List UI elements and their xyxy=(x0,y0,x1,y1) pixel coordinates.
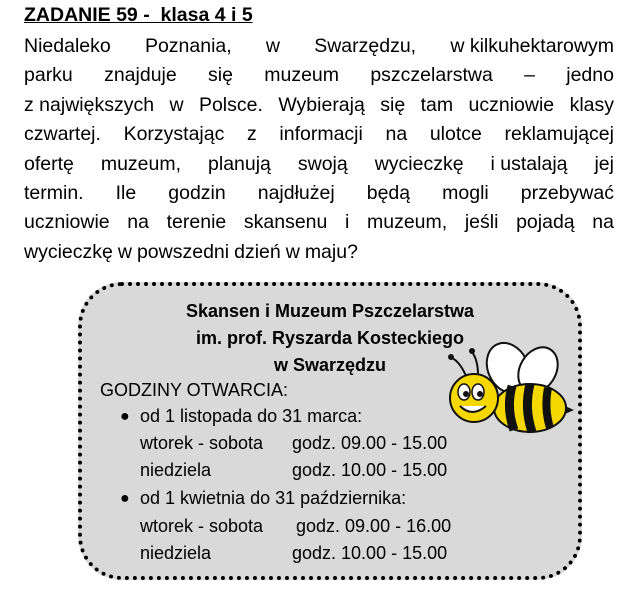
paragraph-word: w xyxy=(117,240,132,263)
paragraph-word: czwartej. xyxy=(24,123,101,146)
paragraph-word: godzin xyxy=(168,181,226,204)
bee-stripe xyxy=(527,384,532,432)
paragraph-word: na xyxy=(127,211,149,234)
paragraph-word: w xyxy=(285,240,300,263)
paragraph-word: jeśli xyxy=(464,211,499,234)
bee-pupil xyxy=(463,391,469,397)
paragraph-word: skansenu xyxy=(243,211,328,234)
paragraph-word: Poznania, xyxy=(144,35,232,57)
paragraph-word: Ile xyxy=(115,181,137,204)
paragraph-line xyxy=(24,91,614,120)
paragraph-word: i xyxy=(345,211,350,234)
paragraph-word: Swarzędzu, xyxy=(314,35,417,57)
paragraph-word: będą xyxy=(366,181,411,204)
opening-hours-heading: GODZINY OTWARCIA: xyxy=(100,380,289,400)
paragraph-word: z xyxy=(247,123,257,146)
paragraph-word: wycieczkę xyxy=(374,152,464,175)
flyer-title-line: im. prof. Ryszarda Kosteckiego xyxy=(195,328,465,348)
paragraph-word: uczniowie xyxy=(24,211,110,234)
paragraph-word: Korzystając xyxy=(123,123,225,146)
paragraph-word: muzeum xyxy=(264,64,340,87)
days-label: niedziela xyxy=(140,460,212,480)
paragraph-line xyxy=(24,238,614,267)
paragraph-word: – xyxy=(524,64,535,87)
paragraph-line xyxy=(24,208,614,237)
bullet-icon: ● xyxy=(120,490,130,507)
paragraph-word: Polsce. xyxy=(198,93,263,116)
hours-value: godz. 10.00 - 15.00 xyxy=(292,460,448,480)
flyer-title-line: Skansen i Muzeum Pszczelarstwa xyxy=(185,301,475,321)
bee-antenna-tip xyxy=(469,348,475,354)
paragraph-word: przebywać xyxy=(520,181,614,204)
paragraph-word: planują xyxy=(208,152,271,175)
paragraph-line xyxy=(24,179,614,208)
days-label: wtorek - sobota xyxy=(140,433,264,453)
paragraph-word: się xyxy=(208,64,233,87)
days-label: niedziela xyxy=(140,543,212,563)
paragraph-word: reklamującej xyxy=(504,123,614,146)
paragraph-word: ulotce xyxy=(429,123,482,146)
paragraph-word: jedno xyxy=(566,64,614,87)
paragraph-word: maju? xyxy=(304,240,358,263)
period-label: od 1 listopada do 31 marca: xyxy=(140,406,363,426)
paragraph-word: ofertę xyxy=(24,152,74,175)
paragraph-word: wycieczkę xyxy=(24,240,113,263)
paragraph-word: z największych xyxy=(24,93,155,116)
paragraph-word: w xyxy=(169,93,184,116)
paragraph-word: na xyxy=(385,123,408,146)
paragraph-line xyxy=(24,120,614,149)
paragraph-word: mogli xyxy=(442,181,489,204)
paragraph-word: tam xyxy=(420,93,454,116)
bee-pupil xyxy=(477,391,483,397)
paragraph-word: na xyxy=(592,211,614,234)
bee-antenna xyxy=(472,352,478,375)
paragraph-word: Wybierają xyxy=(278,93,365,116)
days-label: wtorek - sobota xyxy=(140,516,264,536)
paragraph-word: informacji xyxy=(279,123,363,146)
task-title: ZADANIE 59 - klasa 4 i 5 xyxy=(24,4,253,26)
paragraph-word: znajduje xyxy=(104,64,177,87)
paragraph-line xyxy=(24,32,614,61)
period-label: od 1 kwietnia do 31 października: xyxy=(140,488,407,508)
paragraph-word: w kilkuhektarowym xyxy=(450,35,614,57)
paragraph-line xyxy=(24,150,614,179)
paragraph-line xyxy=(24,61,614,90)
paragraph-word: najdłużej xyxy=(257,181,335,204)
flyer-title-line: w Swarzędzu xyxy=(273,355,387,375)
hours-value: godz. 09.00 - 15.00 xyxy=(292,433,448,453)
bullet-icon: ● xyxy=(120,408,130,425)
paragraph-word: parku xyxy=(24,64,73,87)
bee-antenna xyxy=(452,358,466,376)
paragraph-word: i ustalają xyxy=(490,152,568,175)
paragraph-word: w xyxy=(265,35,280,57)
paragraph-word: się xyxy=(380,93,406,116)
bee-stripe xyxy=(509,386,514,430)
paragraph-word: jej xyxy=(594,152,614,175)
bee-stinger xyxy=(565,406,574,414)
paragraph-word: dzień xyxy=(234,240,281,263)
paragraph-word: muzeum, xyxy=(100,152,182,175)
paragraph-word: pszczelarstwa xyxy=(370,64,493,87)
paragraph-word: pojadą xyxy=(516,211,575,234)
paragraph-word: Niedaleko xyxy=(24,35,111,57)
paragraph-word: uczniowie xyxy=(468,93,555,116)
paragraph-word: swoją xyxy=(297,152,348,175)
paragraph-word: muzeum, xyxy=(367,211,448,234)
bee-stripe xyxy=(546,388,550,428)
bee-antenna-tip xyxy=(448,354,454,360)
paragraph-word: klasy xyxy=(569,93,614,116)
hours-value: godz. 10.00 - 15.00 xyxy=(292,543,448,563)
task-paragraph xyxy=(24,32,614,267)
hours-value: godz. 09.00 - 16.00 xyxy=(296,516,452,536)
paragraph-word: terenie xyxy=(166,211,227,234)
bee-icon xyxy=(438,340,578,440)
paragraph-word: powszedni xyxy=(136,240,230,263)
paragraph-word: termin. xyxy=(24,181,84,204)
